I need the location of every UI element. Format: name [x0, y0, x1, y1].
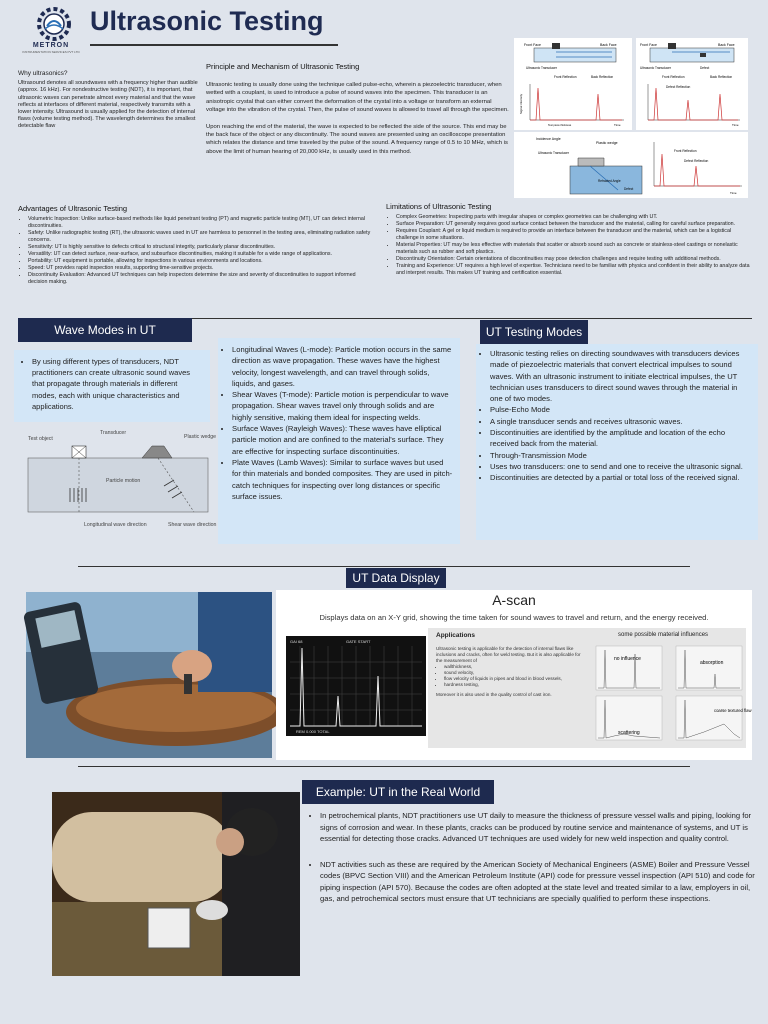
limitation-item: • Training and Experience: UT requires a high level of expertise. Technicians need to be familiar with physics and confident in their ability to analyze data and interpret results. This makes UT training and certification essential. — [396, 263, 752, 277]
intro-section — [18, 70, 204, 131]
wave-modes-intro: • By using different types of transducers, NDT practitioners can create ultrasonic sound waves that propagate through materials in different modes, each with unique characteristics and applications. — [32, 356, 204, 412]
divider — [78, 766, 690, 767]
limitation-item: • Complex Geometries: Inspecting parts with irregular shapes or complex geometries can be challenging with UT. — [396, 214, 752, 221]
logo-name: METRON — [32, 42, 70, 49]
signal-intensity-label: Signal intensity — [519, 93, 523, 114]
back-reflection-label: Back Reflection — [591, 75, 614, 79]
applications-footer: Moreover it is also used in the quality control of cast iron. — [436, 692, 552, 697]
page-title: Ultrasonic Testing — [90, 6, 324, 36]
time-label-2: Time — [732, 123, 739, 127]
advantage-item: • Safety: Unlike radiographic testing (RT), the ultrasonic waves used in UT are harmless to personnel in the testing area, eliminating radiation safety concerns. — [28, 230, 374, 244]
influence-label: no influence — [614, 656, 641, 662]
advantage-item: • Portability: UT equipment is portable, allowing for inspections in various environments and locations. — [28, 258, 374, 265]
technician-photo — [52, 792, 300, 976]
defect-label-2: Defect — [624, 187, 634, 191]
example-paragraph: • NDT activities such as these are required by the American Society of Mechanical Engineers (ASME) Boiler and Pressure Vessel codes (BPVC Section VIII) and the American Petroleum Institute (API) code for pressure vessel inspection (API 510) and code for piping inspection (API 570). Because the codes are often adopted at the state level and treated similar to a law, employers in oil, gas, and petrochemical sectors must ensure that UT technicians are specially qualified to perform these inspections. — [320, 859, 766, 905]
limitations-section — [386, 202, 752, 277]
influence-label: absorption — [700, 660, 724, 666]
ascan-screen — [286, 636, 426, 736]
limitations-list — [386, 214, 752, 277]
transducer-label-2: Ultrasonic Transducer — [640, 66, 672, 70]
principle-p1: Ultrasonic testing is usually done using the technique called pulse-echo, wherein a piezoelectric transducer, when wetted with a couplant, is used to introduce a pulse of sound waves into the specimen. This transducer is an anisotropic crystal that can either convert the deformation of the crystal into a voltage or transform an external voltage into the vibration of the crystal. Then, the pulse of sound waves is allowed to travel all through the specimen. — [206, 82, 509, 114]
testing-mode-item: • Uses two transducers: one to send and one to receive the ultrasonic signal. — [490, 461, 752, 472]
defect-label: Defect — [700, 66, 710, 70]
advantage-item: • Discontinuity Evaluation: Advanced UT techniques can help inspectors determine the size and severity of discontinuities to support informed decision making. — [28, 272, 374, 286]
particle-motion-label: Particle motion — [106, 478, 141, 484]
testing-mode-item: • Discontinuities are identified by the amplitude and location of the echo received back from the material. — [490, 427, 752, 450]
front-reflection-label: Front Reflection — [554, 75, 577, 79]
incidence-angle-label: Incidence Angle — [536, 137, 561, 141]
advantage-item: • Sensitivity: UT is highly sensitive to defects critical to structural integrity, particularly planar discontinuities. — [28, 244, 374, 251]
advantages-heading: Advantages of Ultrasonic Testing — [18, 204, 128, 213]
wave-mode-item: • Plate Waves (Lamb Waves): Similar to surface waves but used for thin materials and bonded composites. They are used in pitch-catch techniques for inspecting over long distances or specific surface issues. — [232, 457, 454, 502]
back-face-label-2: Back Face — [718, 43, 735, 47]
wave-modes-diagram — [24, 426, 217, 542]
testing-modes-badge: UT Testing Modes — [480, 320, 588, 344]
principle-heading: Principle and Mechanism of Ultrasonic Testing — [206, 62, 360, 71]
testing-mode-item: • A single transducer sends and receives ultrasonic waves. — [490, 416, 752, 427]
defect-reflection-label-2: Defect Reflection — [684, 159, 709, 163]
back-face-label: Back Face — [600, 43, 617, 47]
test-object-label: Test object — [28, 436, 53, 442]
applications-intro: Ultrasonic testing is applicable for the detection of internal flaws like inclusions and cracks, often for weld testing. But it is also applicable for the measurement of — [436, 646, 581, 663]
angle-beam-diagram — [514, 132, 748, 198]
example-text — [310, 810, 766, 905]
wave-modes-intro-panel — [14, 350, 210, 422]
wave-mode-item: • Shear Waves (T-mode): Particle motion is perpendicular to wave propagation. Shear waves travel only through solids and are highly sensitive, making them ideal for inspecting welds. — [232, 389, 454, 423]
intro-heading: Why ultrasonics? — [18, 70, 68, 77]
influence-label: coarse textured flaw — [714, 708, 752, 713]
ascan-panel — [276, 590, 752, 760]
transducer-label-3: Ultrasonic Transducer — [538, 151, 570, 155]
pulse-echo-diagram — [514, 38, 632, 130]
screen-label-gain: GAI 68 — [290, 639, 303, 644]
advantages-section — [18, 204, 374, 286]
testing-mode-item: • Discontinuities are detected by a partial or total loss of the received signal. — [490, 472, 752, 483]
time-label-3: Time — [730, 191, 737, 195]
applications-panel — [428, 628, 752, 748]
plastic-wedge-label: Plastic wedge — [596, 141, 618, 145]
flaw-detector-photo — [26, 592, 272, 758]
screen-label-gate: GATE START — [346, 639, 371, 644]
limitation-item: • Material Properties: UT may be less effective with materials that scatter or absorb sound such as concrete or stainless-steel castings or nonelastic materials such as rubber and soft plastics. — [396, 242, 752, 256]
application-item: • sound velocity, — [444, 670, 584, 676]
advantage-item: • Volumetric Inspection: Unlike surface-based methods like liquid penetrant testing (PT) and magnetic particle testing (MT), UT can detect internal discontinuities. — [28, 216, 374, 230]
principle-p2: Upon reaching the end of the material, the wave is expected to be reflected the side of the source. This end may be the back face of the object or any discontinuity. The sound waves are presented using an oscilloscope presentation which relates the distance and time traveled by the pulse of the sound. A frequency range of 0.5 to 10 MHz, which is above the limit of human hearing of 20,000 kHz, is usually used in this method. — [206, 123, 508, 155]
application-item: • wallthickness, — [444, 664, 584, 670]
front-face-label: Front Face — [524, 43, 541, 47]
advantages-list — [18, 216, 374, 286]
limitations-heading: Limitations of Ultrasonic Testing — [386, 202, 492, 211]
shear-label: Shear wave direction — [168, 522, 217, 528]
applications-heading: Applications — [436, 632, 476, 639]
front-reflection-label-3: Front Reflection — [674, 149, 697, 153]
ascan-title: A-scan — [492, 592, 536, 608]
front-face-label-2: Front Face — [640, 43, 657, 47]
defect-reflection-label: Defect Reflection — [666, 85, 691, 89]
principle-section — [206, 62, 512, 156]
logo-tagline: INSTRUMENTATION SERVICES PVT LTD — [22, 50, 80, 54]
advantage-item: • Versatility: UT can detect surface, near-surface, and subsurface discontinuities, making it suitable for a wide range of applications. — [28, 251, 374, 258]
intro-body: Ultrasound denotes all soundwaves with a frequency higher than audible (approx. 16 kHz). For nondestructive testing (NDT), it is important, that ultrasonic waves can penetrate almost every material and that the wave reflects at interfaces of different material, respectively transmits with a lower intensity. Ultrasound is usually applied for the detection of internal flaws (volume testing method). The wavelength determines the smallest detectable flaw — [18, 80, 198, 130]
defect-echo-diagram — [636, 38, 748, 130]
test-piece-thickness-label: Test piece thickness — [548, 124, 572, 127]
example-badge: Example: UT in the Real World — [302, 780, 494, 804]
data-display-badge: UT Data Display — [346, 568, 446, 588]
screen-label-bottom: REM 0.000 TOTAL — [296, 729, 330, 734]
application-item: • flow velocity of liquids in pipes and blood in blood vessels, — [444, 676, 584, 682]
divider — [78, 566, 690, 567]
title-underline — [90, 44, 338, 46]
limitation-item: • Requires Couplant: A gel or liquid medium is required to provide an interface between the transducer and the material, which can be a logistical challenge in some situations. — [396, 228, 752, 242]
applications-text — [436, 646, 584, 698]
advantage-item: • Speed: UT provides rapid inspection results, supporting time-sensitive projects. — [28, 265, 374, 272]
testing-mode-item: • Ultrasonic testing relies on directing soundwaves with transducers devices made of piezoelectric materials that convert electrical impulses to sound waves. With an ultrasonic instrument to initiate electrical impulses, the UT technician uses transducers to direct sound waves through the material in one of two modes. — [490, 348, 752, 404]
application-item: • hardness testing, — [444, 682, 584, 688]
testing-mode-item: • Pulse-Echo Mode — [490, 404, 752, 415]
wave-modes-list-panel — [218, 338, 460, 544]
testing-modes-panel — [476, 344, 758, 540]
influences-heading: some possible material influences — [618, 632, 709, 638]
wave-mode-item: • Longitudinal Waves (L-mode): Particle motion occurs in the same direction as wave propagation. These waves have the highest velocity, longest wavelength, and can travel through solids, liquids, and gases. — [232, 344, 454, 389]
plastic-wedge-label-2: Plastic wedge — [184, 434, 217, 440]
limitation-item: • Surface Preparation: UT generally requires good surface contact between the transducer and the material, calling for careful surface preparation. — [396, 221, 752, 228]
ascan-description: Displays data on an X-Y grid, showing the time taken for sound waves to travel and return, and the energy received. — [319, 613, 709, 622]
transducer-label: Ultrasonic Transducer — [526, 66, 558, 70]
testing-mode-item: • Through-Transmission Mode — [490, 450, 752, 461]
limitation-item: • Discontinuity Orientation: Certain orientations of discontinuities may pose detection challenges and require testing with additional methods. — [396, 256, 752, 263]
wave-mode-item: • Surface Waves (Rayleigh Waves): These waves have elliptical particle motion and are confined to the material's surface. They are effective for inspecting surface discontinuities. — [232, 423, 454, 457]
influence-label: scattering — [618, 730, 640, 736]
example-paragraph: • In petrochemical plants, NDT practitioners use UT daily to measure the thickness of pressure vessel walls and piping, looking for signs of corrosion and wear. In these plants, cracks can be produced by routine service and maintenance of systems, and UT is essential for detecting those cracks. Advanced UT techniques are used widely for new weld inspection and quality control. — [320, 810, 766, 845]
back-reflection-label-2: Back Reflection — [710, 75, 733, 79]
front-reflection-label-2: Front Reflection — [662, 75, 685, 79]
transducer-label-4: Transducer — [100, 430, 127, 436]
time-label: Time — [614, 123, 621, 127]
wave-modes-badge: Wave Modes in UT — [18, 318, 192, 342]
longitudinal-label: Longitudinal wave direction — [84, 522, 147, 528]
influence-charts — [594, 644, 752, 744]
refracted-angle-label: Refracted Angle — [598, 179, 621, 183]
